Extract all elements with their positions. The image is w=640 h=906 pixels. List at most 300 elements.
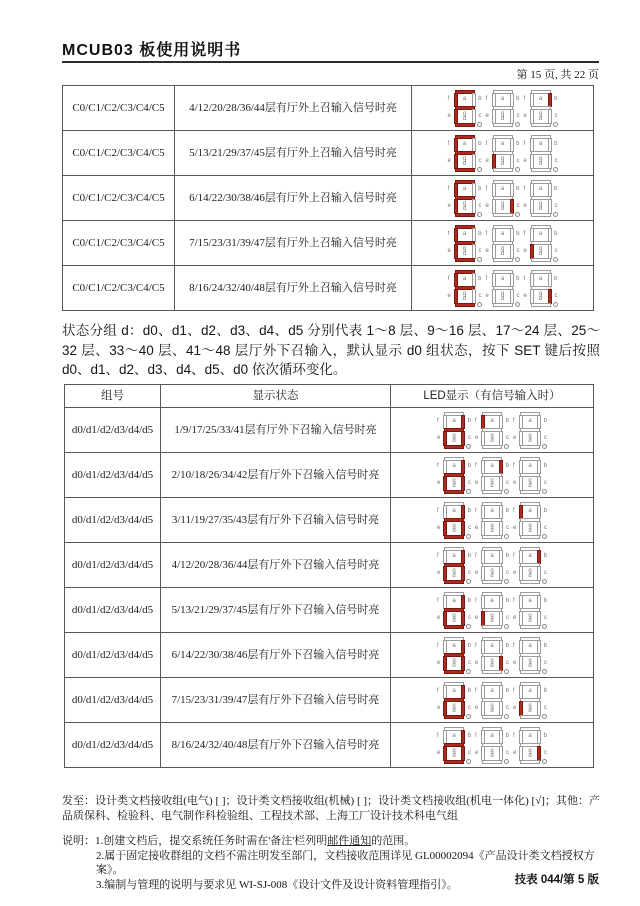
down-call-table xyxy=(64,384,594,768)
segment-label-b: b xyxy=(543,552,547,559)
segment-label-c: c xyxy=(468,659,471,666)
segment-label-c: c xyxy=(554,292,558,299)
table-row xyxy=(65,588,594,633)
segment-label-b: b xyxy=(543,597,547,604)
segment-b xyxy=(537,505,541,519)
segment-label-f: f xyxy=(475,597,477,604)
seven-segment-digit xyxy=(475,727,509,764)
segment-label-a: a xyxy=(538,275,543,282)
segment-label-g: g xyxy=(452,747,456,754)
segment-label-a: a xyxy=(452,552,456,559)
segment-label-g: g xyxy=(490,567,494,574)
segment-label-f: f xyxy=(437,597,439,604)
segment-e xyxy=(492,199,496,214)
segment-label-g: g xyxy=(452,567,456,574)
segment-label-g: g xyxy=(452,612,456,619)
segment-f xyxy=(530,138,534,152)
table-header-row xyxy=(65,385,594,408)
segment-b-lit xyxy=(461,550,465,564)
segment-d-lit xyxy=(455,303,475,307)
segment-label-f: f xyxy=(523,95,526,102)
segment-label-a: a xyxy=(500,230,505,237)
segment-b xyxy=(537,595,541,609)
decimal-point xyxy=(466,759,471,764)
segment-c xyxy=(537,656,541,671)
segment-d xyxy=(493,168,513,172)
seven-segment-digit xyxy=(485,180,520,217)
segment-label-f: f xyxy=(447,95,450,102)
decimal-point xyxy=(504,489,509,494)
segment-label-c: c xyxy=(506,479,509,486)
decimal-point xyxy=(477,257,482,262)
segment-label-d: d xyxy=(500,205,505,212)
table-row xyxy=(65,633,594,678)
decimal-point xyxy=(542,489,547,494)
segment-c xyxy=(499,476,503,491)
segment-label-f: f xyxy=(485,230,488,237)
segment-label-d: d xyxy=(452,617,456,624)
segment-d xyxy=(493,258,513,262)
segment-label-c: c xyxy=(554,247,558,254)
note1-text-end: 的范围。 xyxy=(371,835,416,847)
segment-label-a: a xyxy=(462,140,467,147)
segment-c-lit xyxy=(461,476,465,491)
segment-label-g: g xyxy=(538,290,543,297)
segment-c xyxy=(499,701,503,716)
decimal-point xyxy=(504,534,509,539)
segment-e-lit xyxy=(454,199,458,214)
segment-c xyxy=(548,244,552,259)
segment-label-e: e xyxy=(485,157,489,164)
segment-label-c: c xyxy=(506,614,509,621)
segment-e-lit xyxy=(443,431,447,446)
segment-label-a: a xyxy=(490,552,494,559)
segment-label-c: c xyxy=(468,704,471,711)
segment-label-d: d xyxy=(538,205,543,212)
segment-e-lit xyxy=(443,476,447,491)
led-group-cell: C0/C1/C2/C3/C4/C5 xyxy=(63,176,175,221)
segment-label-e: e xyxy=(523,202,527,209)
segment-label-b: b xyxy=(467,597,471,604)
segment-label-e: e xyxy=(513,479,517,486)
segment-label-b: b xyxy=(543,732,547,739)
segment-c-lit xyxy=(510,199,514,214)
segment-label-g: g xyxy=(490,522,494,529)
segment-f xyxy=(519,730,523,744)
segment-e xyxy=(481,746,485,761)
segment-b xyxy=(472,183,476,197)
segment-e-lit xyxy=(530,244,534,259)
segment-label-f: f xyxy=(475,462,477,469)
segment-c xyxy=(499,566,503,581)
segment-label-g: g xyxy=(538,200,543,207)
segment-c-lit xyxy=(461,431,465,446)
seven-segment-digit xyxy=(437,727,471,764)
segment-label-d: d xyxy=(528,662,532,669)
display-state-cell: 3/11/19/27/35/43层有厅外下召输入信号时亮 xyxy=(161,498,391,543)
segment-d-lit xyxy=(455,258,475,262)
seven-segment-digit xyxy=(475,637,509,674)
segment-d xyxy=(531,258,551,262)
segment-label-b: b xyxy=(505,687,509,694)
table-row xyxy=(65,498,594,543)
segment-b xyxy=(499,505,503,519)
decimal-point xyxy=(466,714,471,719)
segment-label-g: g xyxy=(500,200,505,207)
segment-e xyxy=(492,244,496,259)
segment-label-f: f xyxy=(513,462,515,469)
segment-label-f: f xyxy=(437,732,439,739)
segment-e xyxy=(519,656,523,671)
segment-label-a: a xyxy=(528,597,532,604)
seven-segment-digit xyxy=(475,682,509,719)
segment-label-g: g xyxy=(462,110,467,117)
seven-segment-digit xyxy=(437,457,471,494)
decimal-point xyxy=(504,579,509,584)
segment-label-a: a xyxy=(452,507,456,514)
segment-f xyxy=(443,550,447,564)
segment-d-lit xyxy=(444,535,464,539)
segment-d-lit xyxy=(455,213,475,217)
segment-label-c: c xyxy=(544,659,547,666)
seven-segment-digit xyxy=(475,547,509,584)
segment-label-g: g xyxy=(538,245,543,252)
segment-label-d: d xyxy=(462,160,467,167)
segment-label-g: g xyxy=(500,290,505,297)
segment-label-f: f xyxy=(485,140,488,147)
segment-label-a: a xyxy=(500,185,505,192)
segment-label-g: g xyxy=(528,612,532,619)
segment-label-d: d xyxy=(452,527,456,534)
segment-label-e: e xyxy=(523,112,527,119)
segment-label-f: f xyxy=(485,95,488,102)
segment-label-c: c xyxy=(544,614,547,621)
segment-d xyxy=(482,580,502,584)
segment-e-lit xyxy=(443,521,447,536)
segment-label-d: d xyxy=(490,752,494,759)
segment-d xyxy=(482,490,502,494)
segment-label-g: g xyxy=(500,245,505,252)
segment-label-a: a xyxy=(500,275,505,282)
led-group-cell: d0/d1/d2/d3/d4/d5 xyxy=(65,408,161,453)
seven-segment-digit xyxy=(485,90,520,127)
display-state-cell: 5/13/21/29/37/45层有厅外下召输入信号时亮 xyxy=(161,588,391,633)
segment-label-b: b xyxy=(467,552,471,559)
segment-label-c: c xyxy=(506,704,509,711)
segment-d xyxy=(482,535,502,539)
segment-b-lit xyxy=(461,685,465,699)
segment-b-lit xyxy=(461,640,465,654)
segment-f xyxy=(443,730,447,744)
led-display-cell xyxy=(412,221,594,266)
segment-f xyxy=(492,138,496,152)
segment-e-lit xyxy=(454,154,458,169)
notes-label: 说明： xyxy=(62,835,95,847)
seven-segment-digit xyxy=(475,592,509,629)
segment-label-b: b xyxy=(543,417,547,424)
segment-label-a: a xyxy=(452,417,456,424)
decimal-point xyxy=(477,122,482,127)
led-display-cell xyxy=(391,588,594,633)
decimal-point xyxy=(466,534,471,539)
segment-c xyxy=(510,109,514,124)
segment-label-g: g xyxy=(528,567,532,574)
segment-b-lit xyxy=(461,505,465,519)
segment-f-lit xyxy=(454,273,458,287)
led-group-cell: d0/d1/d2/d3/d4/d5 xyxy=(65,723,161,768)
segment-e xyxy=(481,701,485,716)
led-display-cell xyxy=(391,543,594,588)
segment-d xyxy=(520,535,540,539)
segment-b-lit xyxy=(537,550,541,564)
segment-label-a: a xyxy=(528,417,532,424)
segment-label-b: b xyxy=(467,507,471,514)
segment-label-d: d xyxy=(500,295,505,302)
segment-label-a: a xyxy=(538,230,543,237)
segment-label-d: d xyxy=(452,662,456,669)
led-display-cell xyxy=(412,131,594,176)
segment-f-lit xyxy=(481,415,485,429)
seven-segment-digit xyxy=(475,502,509,539)
display-state-cell: 8/16/24/32/40/48层有厅外上召输入信号时亮 xyxy=(175,266,412,311)
seven-segment-digit xyxy=(523,135,558,172)
segment-c xyxy=(472,154,476,169)
segment-c xyxy=(537,701,541,716)
segment-label-b: b xyxy=(467,462,471,469)
display-state-cell: 2/10/18/26/34/42层有厅外下召输入信号时亮 xyxy=(161,453,391,498)
seven-segment-digit xyxy=(437,592,471,629)
segment-f xyxy=(481,550,485,564)
segment-b xyxy=(499,640,503,654)
segment-label-c: c xyxy=(516,157,520,164)
segment-c xyxy=(548,109,552,124)
segment-c xyxy=(537,611,541,626)
seven-segment-digit xyxy=(447,225,482,262)
segment-label-g: g xyxy=(528,432,532,439)
segment-label-c: c xyxy=(468,614,471,621)
segment-e xyxy=(519,431,523,446)
segment-label-d: d xyxy=(462,295,467,302)
seven-segment-digit xyxy=(513,592,547,629)
decimal-point xyxy=(477,212,482,217)
seven-segment-digit xyxy=(437,547,471,584)
segment-label-c: c xyxy=(506,524,509,531)
segment-f-lit xyxy=(454,183,458,197)
decimal-point xyxy=(542,759,547,764)
segment-e xyxy=(481,521,485,536)
segment-label-d: d xyxy=(538,295,543,302)
segment-label-d: d xyxy=(500,160,505,167)
segment-e xyxy=(519,566,523,581)
led-group-cell: C0/C1/C2/C3/C4/C5 xyxy=(63,221,175,266)
segment-e xyxy=(519,611,523,626)
segment-b xyxy=(548,138,552,152)
segment-d xyxy=(482,760,502,764)
segment-label-e: e xyxy=(437,434,441,441)
segment-label-e: e xyxy=(485,247,489,254)
segment-b-lit xyxy=(461,460,465,474)
table-row xyxy=(63,86,594,131)
segment-label-e: e xyxy=(523,292,527,299)
segment-label-a: a xyxy=(528,507,532,514)
segment-label-e: e xyxy=(485,112,489,119)
segment-label-b: b xyxy=(505,507,509,514)
seven-segment-digit xyxy=(437,412,471,449)
segment-label-f: f xyxy=(447,275,450,282)
segment-label-a: a xyxy=(490,642,494,649)
segment-label-d: d xyxy=(528,617,532,624)
segment-label-b: b xyxy=(505,417,509,424)
decimal-point xyxy=(542,669,547,674)
segment-e xyxy=(519,476,523,491)
segment-b-lit xyxy=(461,595,465,609)
segment-d xyxy=(520,670,540,674)
segment-label-c: c xyxy=(506,434,509,441)
seven-segment-digit xyxy=(447,270,482,307)
segment-b-lit xyxy=(461,730,465,744)
segment-label-d: d xyxy=(538,250,543,257)
up-call-table xyxy=(62,85,594,311)
segment-label-f: f xyxy=(447,140,450,147)
segment-b xyxy=(472,273,476,287)
segment-e xyxy=(481,656,485,671)
seven-segment-digit xyxy=(513,412,547,449)
distribution-line: 发至：设计类文档接收组(电气) [ ]；设计类文档接收组(机械) [ ]；设计类文档接收组(机电一体化) [√]；其他：产品质保科、检验科、电气制作科检验组、工程技术部、上海工厂设计技术科电气组 xyxy=(62,795,600,822)
segment-label-c: c xyxy=(506,569,509,576)
decimal-point xyxy=(542,714,547,719)
segment-d xyxy=(493,213,513,217)
segment-label-g: g xyxy=(462,290,467,297)
segment-d-lit xyxy=(444,490,464,494)
segment-label-d: d xyxy=(490,662,494,669)
segment-label-f: f xyxy=(437,462,439,469)
segment-label-b: b xyxy=(554,140,558,147)
page-number: 第 15 页, 共 22 页 xyxy=(516,69,599,81)
decimal-point xyxy=(553,257,558,262)
led-group-cell: C0/C1/C2/C3/C4/C5 xyxy=(63,131,175,176)
segment-label-c: c xyxy=(544,749,547,756)
segment-label-f: f xyxy=(513,597,515,604)
segment-label-f: f xyxy=(437,687,439,694)
segment-b xyxy=(510,93,514,107)
segment-d xyxy=(493,123,513,127)
decimal-point xyxy=(542,579,547,584)
seven-segment-digit xyxy=(437,682,471,719)
decimal-point xyxy=(504,444,509,449)
segment-d-lit xyxy=(444,625,464,629)
segment-f xyxy=(519,460,523,474)
segment-label-d: d xyxy=(528,707,532,714)
segment-label-b: b xyxy=(467,732,471,739)
table-row xyxy=(65,453,594,498)
segment-label-b: b xyxy=(543,687,547,694)
segment-d xyxy=(531,168,551,172)
segment-label-g: g xyxy=(462,200,467,207)
segment-label-c: c xyxy=(516,202,520,209)
segment-label-e: e xyxy=(513,434,517,441)
segment-label-g: g xyxy=(452,657,456,664)
segment-f xyxy=(481,640,485,654)
note1-underlined-text: 邮件通知 xyxy=(327,835,372,847)
segment-f xyxy=(443,685,447,699)
segment-label-a: a xyxy=(538,95,543,102)
segment-e-lit xyxy=(492,154,496,169)
segment-label-f: f xyxy=(437,507,439,514)
header-group-number: 组号 xyxy=(65,385,161,408)
segment-e xyxy=(481,476,485,491)
segment-label-e: e xyxy=(437,524,441,531)
segment-f xyxy=(492,228,496,242)
segment-d xyxy=(482,715,502,719)
segment-label-e: e xyxy=(513,569,517,576)
segment-label-e: e xyxy=(447,247,451,254)
segment-d xyxy=(520,625,540,629)
table-row xyxy=(65,723,594,768)
segment-label-d: d xyxy=(500,115,505,122)
segment-c xyxy=(499,431,503,446)
note-line-3: 3.编制与管理的说明与要求见 WI-SJ-008《设计文件及设计资料管理指引》。 xyxy=(96,878,458,891)
segment-label-e: e xyxy=(513,659,517,666)
segment-f-lit xyxy=(454,93,458,107)
segment-label-b: b xyxy=(554,185,558,192)
seven-segment-digit xyxy=(513,637,547,674)
segment-label-d: d xyxy=(462,205,467,212)
decimal-point xyxy=(553,122,558,127)
segment-b xyxy=(537,640,541,654)
led-group-cell: d0/d1/d2/d3/d4/d5 xyxy=(65,498,161,543)
led-group-cell: C0/C1/C2/C3/C4/C5 xyxy=(63,266,175,311)
segment-d xyxy=(493,303,513,307)
segment-label-b: b xyxy=(543,462,547,469)
segment-e-lit xyxy=(443,701,447,716)
segment-label-g: g xyxy=(462,245,467,252)
decimal-point xyxy=(553,212,558,217)
decimal-point xyxy=(553,302,558,307)
led-display-cell xyxy=(391,408,594,453)
segment-label-a: a xyxy=(490,597,494,604)
segment-f xyxy=(481,595,485,609)
decimal-point xyxy=(515,167,520,172)
segment-label-b: b xyxy=(505,642,509,649)
segment-label-e: e xyxy=(447,112,451,119)
segment-d-lit xyxy=(444,445,464,449)
segment-label-a: a xyxy=(528,462,532,469)
decimal-point xyxy=(553,167,558,172)
segment-label-d: d xyxy=(500,250,505,257)
segment-label-f: f xyxy=(513,642,515,649)
segment-label-d: d xyxy=(490,572,494,579)
segment-label-g: g xyxy=(490,657,494,664)
segment-d xyxy=(520,715,540,719)
segment-label-a: a xyxy=(500,95,505,102)
segment-d xyxy=(482,670,502,674)
segment-f xyxy=(443,595,447,609)
segment-f xyxy=(519,595,523,609)
note-line-1 xyxy=(62,834,600,849)
segment-label-c: c xyxy=(468,524,471,531)
segment-d xyxy=(520,490,540,494)
segment-label-d: d xyxy=(528,752,532,759)
seven-segment-digit xyxy=(475,412,509,449)
segment-label-a: a xyxy=(452,687,456,694)
segment-label-c: c xyxy=(554,157,558,164)
segment-label-a: a xyxy=(490,417,494,424)
segment-label-b: b xyxy=(543,642,547,649)
segment-label-b: b xyxy=(554,230,558,237)
segment-label-g: g xyxy=(490,702,494,709)
segment-c-lit xyxy=(461,656,465,671)
segment-label-a: a xyxy=(452,732,456,739)
